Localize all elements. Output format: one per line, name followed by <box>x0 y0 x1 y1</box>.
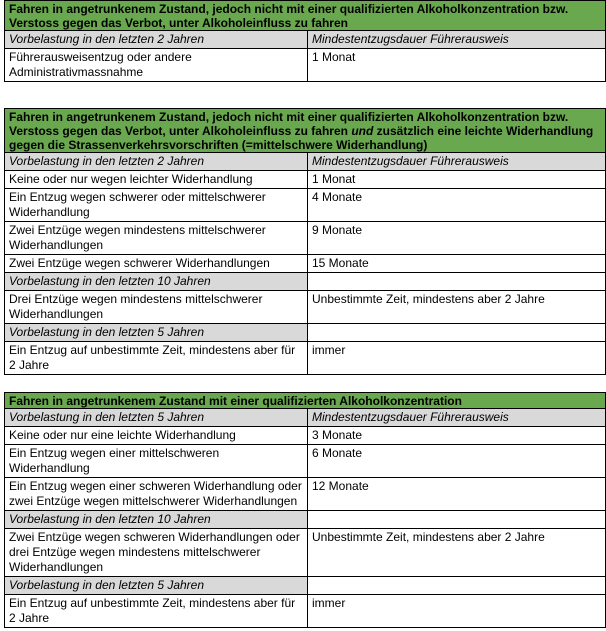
table-row <box>5 49 605 81</box>
title-text: zusätzlich eine leichte Widerhandlung gegen die Strassenverkehrsvorschriften (=mittelschwere Widerhandlung) <box>9 124 594 152</box>
table-alcohol-light <box>4 0 606 82</box>
cell-prior-record: Führerausweisentzug oder andere Administrativmassnahme <box>5 49 308 81</box>
cell-prior-record: Keine oder nur eine leichte Widerhandlung <box>5 427 308 444</box>
subheader-5-years: Vorbelastung in den letzten 5 Jahren <box>5 577 308 594</box>
title-emphasis: und <box>351 124 374 138</box>
cell-prior-record: Ein Entzug auf unbestimmte Zeit, mindestens aber für 2 Jahre <box>5 595 308 627</box>
cell-min-duration: 1 Monat <box>312 172 356 186</box>
table-subheader <box>5 324 605 342</box>
subheader-10-years: Vorbelastung in den letzten 10 Jahren <box>5 511 308 528</box>
cell-prior-record: Zwei Entzüge wegen mindestens mittelschwerer Widerhandlungen <box>5 222 308 254</box>
column-header-min-duration: Mindestentzugsdauer Führerausweis <box>308 153 605 170</box>
cell-prior-record: Ein Entzug wegen schwerer oder mittelschwerer Widerhandlung <box>5 189 308 221</box>
table-subheader <box>5 273 605 291</box>
cell-min-duration: 3 Monate <box>312 428 363 442</box>
column-header-min-duration: Mindestentzugsdauer Führerausweis <box>308 409 605 426</box>
table-row <box>5 427 605 445</box>
column-header-min-duration: Mindestentzugsdauer Führerausweis <box>308 31 605 48</box>
table-row <box>5 171 605 189</box>
cell-min-duration: 6 Monate <box>312 446 363 460</box>
table-row <box>5 595 605 627</box>
table-column-headers <box>5 409 605 427</box>
cell-prior-record: Ein Entzug wegen einer schweren Widerhandlung oder zwei Entzüge wegen mittelschwerer Widerhandlungen <box>5 478 308 510</box>
table-title: Fahren in angetrunkenem Zustand mit einer qualifizierten Alkoholkonzentration <box>5 393 605 409</box>
table-alcohol-qualified <box>4 392 606 628</box>
cell-prior-record: Zwei Entzüge wegen schweren Widerhandlungen oder drei Entzüge wegen mindestens mittelschwerer Widerhandlungen <box>5 529 308 576</box>
table-row <box>5 478 605 511</box>
cell-prior-record: Ein Entzug wegen einer mittelschweren Widerhandlung <box>5 445 308 477</box>
table-title <box>5 109 605 153</box>
cell-min-duration: 12 Monate <box>312 479 369 493</box>
empty-cell <box>308 577 605 594</box>
table-alcohol-plus-light-violation <box>4 108 606 375</box>
cell-prior-record: Zwei Entzüge wegen schwerer Widerhandlungen <box>5 255 308 272</box>
column-header-prior-record: Vorbelastung in den letzten 5 Jahren <box>5 409 308 426</box>
cell-min-duration: 15 Monate <box>312 256 369 270</box>
table-row <box>5 189 605 222</box>
subheader-5-years: Vorbelastung in den letzten 5 Jahren <box>5 324 308 341</box>
table-row <box>5 255 605 273</box>
empty-cell <box>308 324 605 341</box>
table-row <box>5 529 605 577</box>
table-subheader <box>5 577 605 595</box>
cell-min-duration: 1 Monat <box>312 50 356 64</box>
cell-min-duration: immer <box>312 596 346 610</box>
table-subheader <box>5 511 605 529</box>
table-row <box>5 222 605 255</box>
subheader-10-years: Vorbelastung in den letzten 10 Jahren <box>5 273 308 290</box>
empty-cell <box>308 273 605 290</box>
cell-min-duration: 9 Monate <box>312 223 363 237</box>
cell-prior-record: Keine oder nur wegen leichter Widerhandlung <box>5 171 308 188</box>
title-text: Fahren in angetrunkenem Zustand, jedoch nicht mit einer qualifizierten Alkoholkonzentration bzw. Verstoss gegen das Verbot, unter Alkoholeinfluss zu fahren <box>9 110 569 138</box>
table-row <box>5 291 605 324</box>
table-column-headers <box>5 31 605 49</box>
cell-min-duration: 4 Monate <box>312 190 363 204</box>
table-column-headers <box>5 153 605 171</box>
column-header-prior-record: Vorbelastung in den letzten 2 Jahren <box>5 153 308 170</box>
table-title: Fahren in angetrunkenem Zustand, jedoch nicht mit einer qualifizierten Alkoholkonzentration bzw. Verstoss gegen das Verbot, unter Alkoholeinfluss zu fahren <box>5 1 605 31</box>
cell-min-duration: Unbestimmte Zeit, mindestens aber 2 Jahre <box>312 292 545 306</box>
cell-min-duration: immer <box>312 343 346 357</box>
cell-prior-record: Ein Entzug auf unbestimmte Zeit, mindestens aber für 2 Jahre <box>5 342 308 374</box>
table-row <box>5 342 605 374</box>
table-row <box>5 445 605 478</box>
empty-cell <box>308 511 605 528</box>
cell-prior-record: Drei Entzüge wegen mindestens mittelschwerer Widerhandlungen <box>5 291 308 323</box>
cell-min-duration: Unbestimmte Zeit, mindestens aber 2 Jahre <box>312 530 545 544</box>
column-header-prior-record: Vorbelastung in den letzten 2 Jahren <box>5 31 308 48</box>
